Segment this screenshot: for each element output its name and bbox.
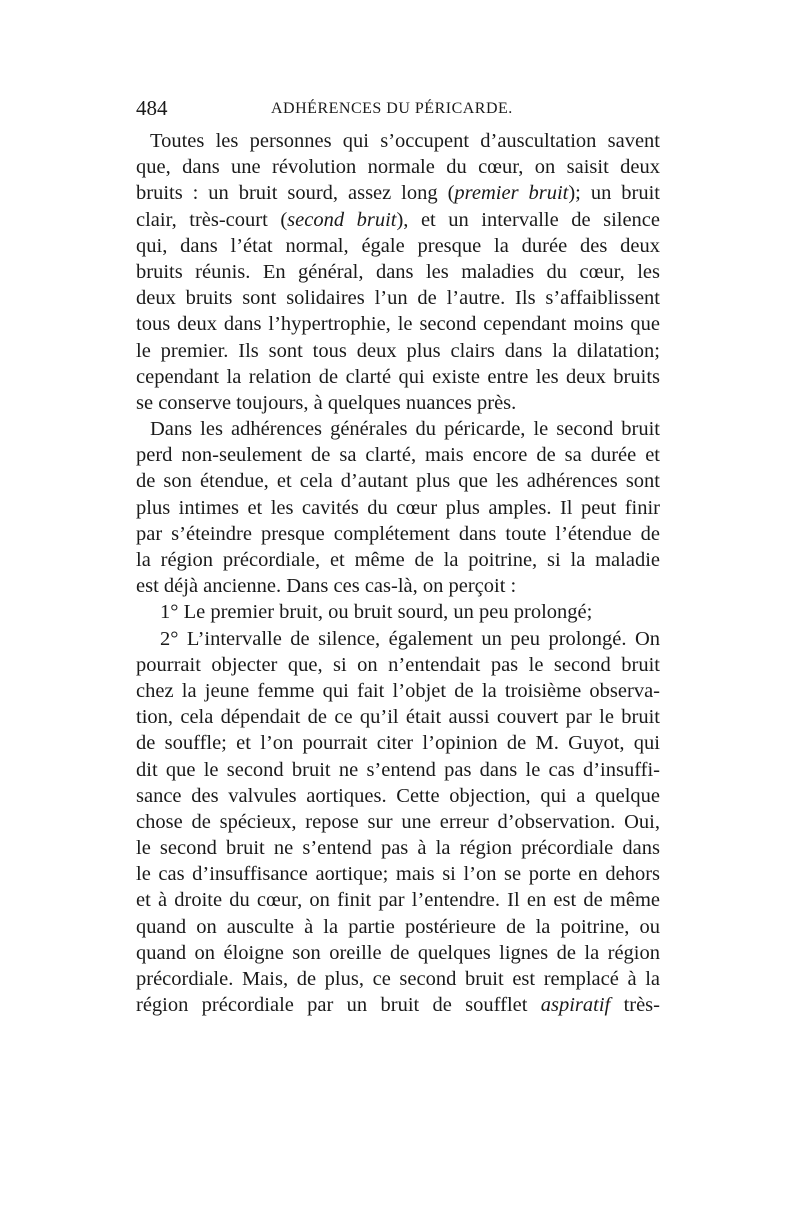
text-line: plus intimes et les cavités du cœur plus amples. Il peut finir — [136, 496, 660, 519]
text-line: de son étendue, et cela d’autant plus que les adhérences sont — [136, 470, 660, 493]
text-line: chez la jeune femme qui fait l’objet de la troisième observa- — [136, 679, 660, 702]
text-line: la région précordiale, et même de la poitrine, si la maladie — [136, 549, 660, 571]
page-number: 484 — [136, 96, 168, 120]
text-line: est déjà ancienne. Dans ces cas-là, on perçoit : — [136, 575, 517, 598]
text-line: chose de spécieux, repose sur une erreur d’observation. Oui, — [136, 810, 660, 833]
text-line: tous deux dans l’hypertrophie, le second cependant moins que — [136, 313, 660, 336]
text-line: bruits réunis. En général, dans les maladies du cœur, les — [136, 260, 660, 283]
text-line: tion, cela dépendait de ce qu’il était aussi couvert par le bruit — [136, 706, 660, 729]
body-text — [136, 128, 660, 1018]
text-line: précordiale. Mais, de plus, ce second bruit est remplacé à la — [136, 968, 660, 990]
text-line: 2° L’intervalle de silence, également un peu prolongé. On — [160, 627, 660, 650]
text-line: pourrait objecter que, si on n’entendait pas le second bruit — [136, 653, 660, 676]
text-line: bruits : un bruit sourd, assez long (premier bruit); un bruit — [136, 182, 660, 205]
text-line: dit que le second bruit ne s’entend pas dans le cas d’insuffi- — [136, 758, 660, 781]
text-line: le cas d’insuffisance aortique; mais si l’on se porte en dehors — [136, 863, 660, 886]
text-line: perd non-seulement de sa clarté, mais encore de sa durée et — [136, 444, 660, 467]
text-line: se conserve toujours, à quelques nuances près. — [136, 391, 517, 414]
running-head: ADHÉRENCES DU PÉRICARDE. — [271, 100, 513, 117]
text-line: le second bruit ne s’entend pas à la région précordiale dans — [136, 837, 660, 860]
text-line: de souffle; et l’on pourrait citer l’opinion de M. Guyot, qui — [136, 732, 660, 755]
text-line: deux bruits sont solidaires l’un de l’autre. Ils s’affaiblissent — [136, 287, 660, 310]
text-line: qui, dans l’état normal, égale presque la durée des deux — [136, 234, 660, 257]
page-header — [136, 96, 660, 126]
text-line: cependant la relation de clarté qui existe entre les deux bruits — [136, 365, 660, 388]
text-line: par s’éteindre presque complétement dans toute l’étendue de — [136, 522, 660, 545]
text-line: Dans les adhérences générales du péricarde, le second bruit — [150, 418, 660, 441]
text-line: région précordiale par un bruit de soufflet aspiratif très- — [136, 994, 660, 1017]
text-line: quand on éloigne son oreille de quelques lignes de la région — [136, 941, 660, 964]
text-line: clair, très-court (second bruit), et un intervalle de silence — [136, 208, 660, 231]
text-line: et à droite du cœur, on finit par l’entendre. Il en est de même — [136, 889, 660, 912]
text-line: quand on ausculte à la partie postérieure de la poitrine, ou — [136, 915, 660, 938]
text-line: 1° Le premier bruit, ou bruit sourd, un peu prolongé; — [160, 601, 593, 624]
text-line: le premier. Ils sont tous deux plus clairs dans la dilatation; — [136, 339, 660, 362]
text-line: que, dans une révolution normale du cœur, on saisit deux — [136, 156, 660, 179]
text-line: Toutes les personnes qui s’occupent d’auscultation savent — [150, 130, 660, 152]
text-line: sance des valvules aortiques. Cette objection, qui a quelque — [136, 784, 660, 807]
